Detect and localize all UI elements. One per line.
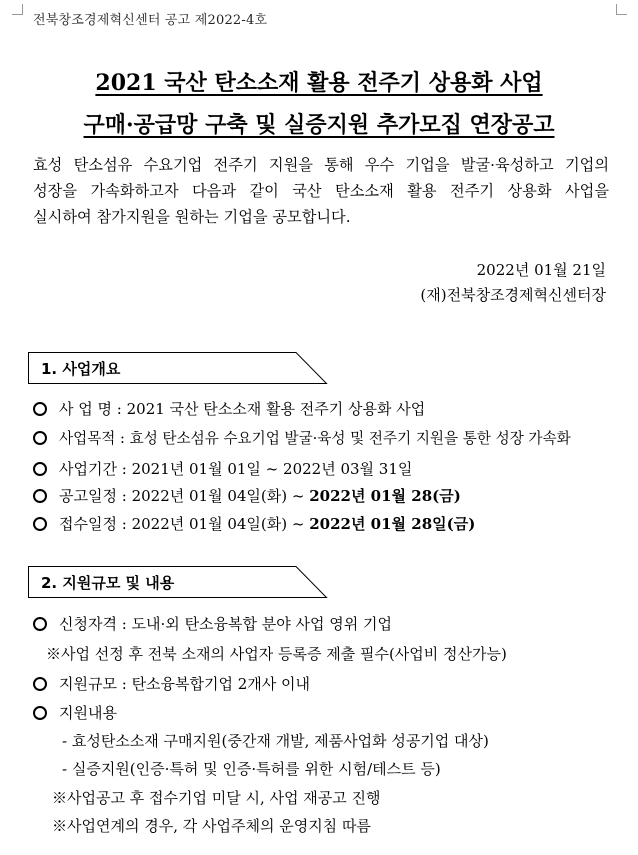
item-label: 신청자격 bbox=[59, 615, 117, 633]
note-line: ※사업연계의 경우, 각 사업주체의 운영지침 따름 bbox=[52, 817, 371, 835]
page-corner-mark bbox=[616, 4, 627, 15]
item-value: 2022년 01월 04일(화) ~ bbox=[131, 515, 310, 533]
item-value: 탄소융복합기업 2개사 이내 bbox=[131, 675, 311, 693]
list-item: 공고일정 : 2022년 01월 04일(화) ~ 2022년 01월 28(금) bbox=[33, 485, 461, 507]
title-line-1: 2021 국산 탄소소재 활용 전주기 상용화 사업 bbox=[95, 70, 543, 96]
item-label: 사업목적 bbox=[59, 430, 116, 447]
intro-line-last: 실시하여 참가지원을 원하는 기업을 공모합니다. bbox=[33, 208, 351, 226]
announcement-date: 2022년 01월 21일 bbox=[476, 261, 606, 279]
circle-bullet-icon bbox=[33, 617, 47, 631]
section-1-heading bbox=[28, 352, 328, 384]
eligibility-note: ※사업 선정 후 전북 소재의 사업자 등록증 제출 필수(사업비 정산가능) bbox=[46, 645, 507, 663]
intro-paragraph bbox=[33, 152, 609, 230]
support-content-item: - 효성탄소소재 구매지원(중간재 개발, 제품사업화 성공기업 대상) bbox=[62, 732, 489, 750]
list-item: 신청자격 : 도내·외 탄소융복합 분야 사업 영위 기업 bbox=[33, 613, 392, 635]
page-corner-mark bbox=[12, 4, 23, 15]
item-value: 2022년 01월 04일(화) ~ bbox=[131, 487, 310, 505]
circle-bullet-icon bbox=[33, 706, 47, 720]
circle-bullet-icon bbox=[33, 402, 47, 416]
list-item bbox=[33, 702, 117, 724]
item-value: 2021 국산 탄소소재 활용 전주기 상용화 사업 bbox=[126, 400, 426, 418]
list-item: 사업목적 : 효성 탄소섬유 수요기업 발굴·육성 및 전주기 지원을 통한 성장 가속화 bbox=[33, 428, 571, 450]
circle-bullet-icon bbox=[33, 517, 47, 531]
circle-bullet-icon bbox=[33, 462, 47, 476]
list-item: 사 업 명 : 2021 국산 탄소소재 활용 전주기 상용화 사업 bbox=[33, 398, 425, 420]
item-value-deadline: 2022년 01월 28일(금) bbox=[309, 515, 476, 533]
item-label: 공고일정 bbox=[59, 487, 117, 505]
section-1-title: 1. 사업개요 bbox=[41, 360, 121, 378]
list-item: 사업기간 : 2021년 01월 01일 ~ 2022년 03월 31일 bbox=[33, 458, 412, 480]
item-value: 2021년 01월 01일 ~ 2022년 03월 31일 bbox=[131, 460, 413, 478]
circle-bullet-icon bbox=[33, 489, 47, 503]
intro-line: 성장을 가속화하고자 다음과 같이 국산 탄소소재 활용 전주기 상용화 사업을 bbox=[33, 182, 609, 200]
note-line: ※사업공고 후 접수기업 미달 시, 사업 재공고 진행 bbox=[52, 789, 381, 807]
item-label: 사업기간 bbox=[59, 460, 117, 478]
section-2-title: 2. 지원규모 및 내용 bbox=[41, 574, 175, 592]
title-line-2: 구매·공급망 구축 및 실증지원 추가모집 연장공고 bbox=[83, 112, 555, 138]
circle-bullet-icon bbox=[33, 431, 47, 445]
item-label: 지원규모 bbox=[59, 675, 117, 693]
item-label: 지원내용 bbox=[59, 704, 117, 722]
circle-bullet-icon bbox=[33, 677, 47, 691]
item-label: 접수일정 bbox=[59, 515, 117, 533]
item-value-deadline: 2022년 01월 28(금) bbox=[309, 487, 461, 505]
document-number: 전북창조경제혁신센터 공고 제2022-4호 bbox=[33, 13, 268, 28]
support-content-item: - 실증지원(인증·특허 및 인증·특허를 위한 시험/테스트 등) bbox=[62, 760, 441, 778]
section-2-heading bbox=[28, 566, 328, 598]
item-value: 효성 탄소섬유 수요기업 발굴·육성 및 전주기 지원을 통한 성장 가속화 bbox=[129, 430, 571, 447]
list-item: 지원규모 : 탄소융복합기업 2개사 이내 bbox=[33, 673, 310, 695]
item-label: 사 업 명 bbox=[59, 400, 113, 418]
item-value: 도내·외 탄소융복합 분야 사업 영위 기업 bbox=[131, 615, 393, 633]
list-item: 접수일정 : 2022년 01월 04일(화) ~ 2022년 01월 28일(금) bbox=[33, 513, 475, 535]
issuing-organization: (재)전북창조경제혁신센터장 bbox=[420, 286, 606, 304]
intro-line: 효성 탄소섬유 수요기업 전주기 지원을 통해 우수 기업을 발굴·육성하고 기업의 bbox=[33, 156, 609, 174]
